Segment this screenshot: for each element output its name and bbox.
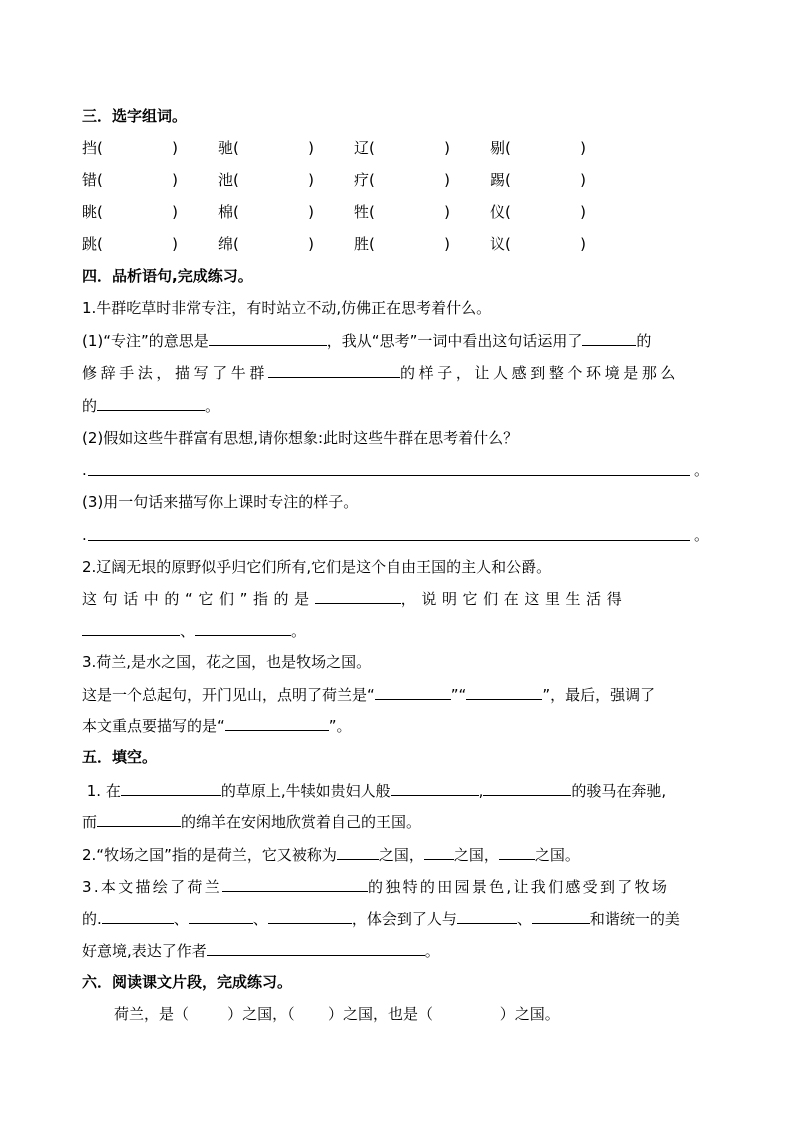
open-paren: (	[505, 235, 511, 253]
fill-line-5: 的. 、 、 ，体会到了人与 、 和谐统一的美	[82, 910, 680, 928]
fill-line-2: 而 的绵羊在安闲地欣赏着自己的王国。	[82, 813, 422, 831]
word-char: 胜	[354, 235, 370, 253]
answer-paren-close[interactable]: )	[580, 235, 586, 253]
q1-part1-line3: 的 。	[82, 397, 221, 415]
word-char: 驰	[218, 139, 234, 157]
answer-paren-close[interactable]: )	[308, 139, 314, 157]
word-cell	[218, 234, 314, 254]
open-paren: (	[505, 171, 511, 189]
word-char: 池	[218, 171, 234, 189]
open-paren: (	[505, 203, 511, 221]
open-paren: (	[369, 235, 375, 253]
blank-country-2[interactable]	[424, 844, 454, 860]
open-paren: (	[97, 171, 103, 189]
word-cell	[82, 170, 178, 190]
blank-rhetoric[interactable]	[582, 330, 636, 346]
word-cell	[490, 138, 586, 158]
word-cell	[490, 234, 586, 254]
word-cell	[82, 234, 178, 254]
blank-scenery[interactable]	[222, 876, 368, 892]
answer-paren-close[interactable]: )	[172, 235, 178, 253]
blank-horse[interactable]	[483, 780, 571, 796]
answer-paren-close[interactable]: )	[580, 139, 586, 157]
blank-they[interactable]	[315, 588, 401, 604]
word-char: 牲	[354, 203, 370, 221]
q3-line2: 本文重点要描写的是“ ”。	[82, 717, 352, 735]
q1-part3: (3)用一句话来描写你上课时专注的样子。	[82, 493, 359, 511]
word-cell	[218, 202, 314, 222]
q3-line1: 这是一个总起句，开门见山，点明了荷兰是“ ”“ ”，最后，强调了	[82, 686, 656, 704]
open-paren: (	[233, 171, 239, 189]
word-char: 剔	[490, 139, 506, 157]
fill-line-3: 2.“牧场之国”指的是荷兰，它又被称为 之国， 之国， 之国。	[82, 846, 580, 864]
fill-line-4: 3.本文描绘了荷兰 的独特的田园景色,让我们感受到了牧场	[82, 878, 670, 896]
word-cell	[354, 138, 450, 158]
answer-paren-close[interactable]: )	[308, 171, 314, 189]
blank-harmony-2[interactable]	[532, 908, 590, 924]
blank-feel-1[interactable]	[102, 908, 174, 924]
word-cell	[490, 170, 586, 190]
blank-meaning[interactable]	[209, 330, 327, 346]
answer-paren-close[interactable]: )	[308, 203, 314, 221]
fill-line-1: 1. 在 的草原上,牛犊如贵妇人般 , 的骏马在奔驰,	[82, 782, 667, 800]
word-char: 挡	[82, 139, 98, 157]
word-cell	[354, 170, 450, 190]
open-paren: (	[505, 139, 511, 157]
answer-paren-close[interactable]: )	[444, 235, 450, 253]
word-char: 错	[82, 171, 98, 189]
word-cell	[82, 202, 178, 222]
word-cell	[218, 170, 314, 190]
blank-country-3[interactable]	[499, 844, 535, 860]
q3-sentence: 3.荷兰,是水之国，花之国，也是牧场之国。	[82, 653, 372, 671]
blank-grassland[interactable]	[121, 780, 221, 796]
blank-author-feeling[interactable]	[207, 940, 425, 956]
section-5-heading: 五．填空。	[82, 748, 158, 766]
answer-paren-close[interactable]: )	[172, 171, 178, 189]
q1-part2: (2)假如这些牛群富有思想,请你想象:此时这些牛群在思考着什么？	[82, 429, 519, 447]
blank-holland-1[interactable]	[375, 684, 451, 700]
section-3-heading: 三．选字组词。	[82, 107, 188, 125]
open-paren: (	[369, 139, 375, 157]
blank-cattle-look[interactable]	[268, 362, 400, 378]
word-char: 仪	[490, 203, 506, 221]
answer-paren-close[interactable]: )	[172, 203, 178, 221]
word-cell	[218, 138, 314, 158]
blank-live-1[interactable]	[82, 620, 180, 636]
answer-paren-close[interactable]: )	[580, 171, 586, 189]
blank-environment[interactable]	[97, 395, 205, 411]
passage-line-1: 荷兰，是（ ）之国，（ ）之国，也是（ ）之国。	[114, 1005, 560, 1023]
section-4-heading: 四．品析语句,完成练习。	[82, 267, 253, 285]
answer-line-q3[interactable]: . 。	[82, 526, 710, 544]
answer-paren-close[interactable]: )	[580, 203, 586, 221]
blank-harmony-1[interactable]	[457, 908, 517, 924]
word-char: 跳	[82, 235, 98, 253]
answer-paren-close[interactable]: )	[444, 139, 450, 157]
word-char: 议	[490, 235, 506, 253]
open-paren: (	[97, 203, 103, 221]
word-cell	[82, 138, 178, 158]
word-char: 踢	[490, 171, 506, 189]
q1-part1-line1: (1)“专注”的意思是 ，我从“思考”一词中看出这句话运用了 的	[82, 332, 652, 350]
blank-country-1[interactable]	[337, 844, 379, 860]
open-paren: (	[97, 139, 103, 157]
open-paren: (	[233, 235, 239, 253]
answer-line-q2[interactable]: . 。	[82, 461, 710, 479]
word-char: 眺	[82, 203, 98, 221]
open-paren: (	[233, 203, 239, 221]
open-paren: (	[233, 139, 239, 157]
blank-focus[interactable]	[225, 715, 329, 731]
q2-line2: 、 。	[82, 620, 306, 641]
blank-feel-2[interactable]	[189, 908, 253, 924]
word-char: 辽	[354, 139, 370, 157]
blank-live-2[interactable]	[195, 620, 291, 636]
answer-paren-close[interactable]: )	[444, 203, 450, 221]
q2-line1: 这句话中的“它们”指的是 ，说明它们在这里生活得	[82, 590, 628, 608]
word-cell	[490, 202, 586, 222]
answer-paren-close[interactable]: )	[172, 139, 178, 157]
blank-feel-3[interactable]	[268, 908, 352, 924]
blank-sheep[interactable]	[97, 811, 181, 827]
word-cell	[354, 202, 450, 222]
blank-calf[interactable]	[391, 780, 479, 796]
word-char: 疗	[354, 171, 370, 189]
answer-paren-close[interactable]: )	[444, 171, 450, 189]
open-paren: (	[369, 171, 375, 189]
word-char: 棉	[218, 203, 234, 221]
q2-sentence: 2.辽阔无垠的原野似乎归它们所有,它们是这个自由王国的主人和公爵。	[82, 558, 552, 576]
blank-holland-2[interactable]	[466, 684, 542, 700]
q1-sentence: 1.牛群吃草时非常专注，有时站立不动,仿佛正在思考着什么。	[82, 299, 492, 317]
fill-line-6: 好意境,表达了作者 。	[82, 942, 440, 960]
answer-paren-close[interactable]: )	[308, 235, 314, 253]
open-paren: (	[97, 235, 103, 253]
q1-part1-line2: 修辞手法，描写了牛群 的样子，让人感到整个环境是那么	[82, 364, 680, 382]
open-paren: (	[369, 203, 375, 221]
word-cell	[354, 234, 450, 254]
word-char: 绵	[218, 235, 234, 253]
section-6-heading: 六．阅读课文片段，完成练习。	[82, 973, 293, 991]
